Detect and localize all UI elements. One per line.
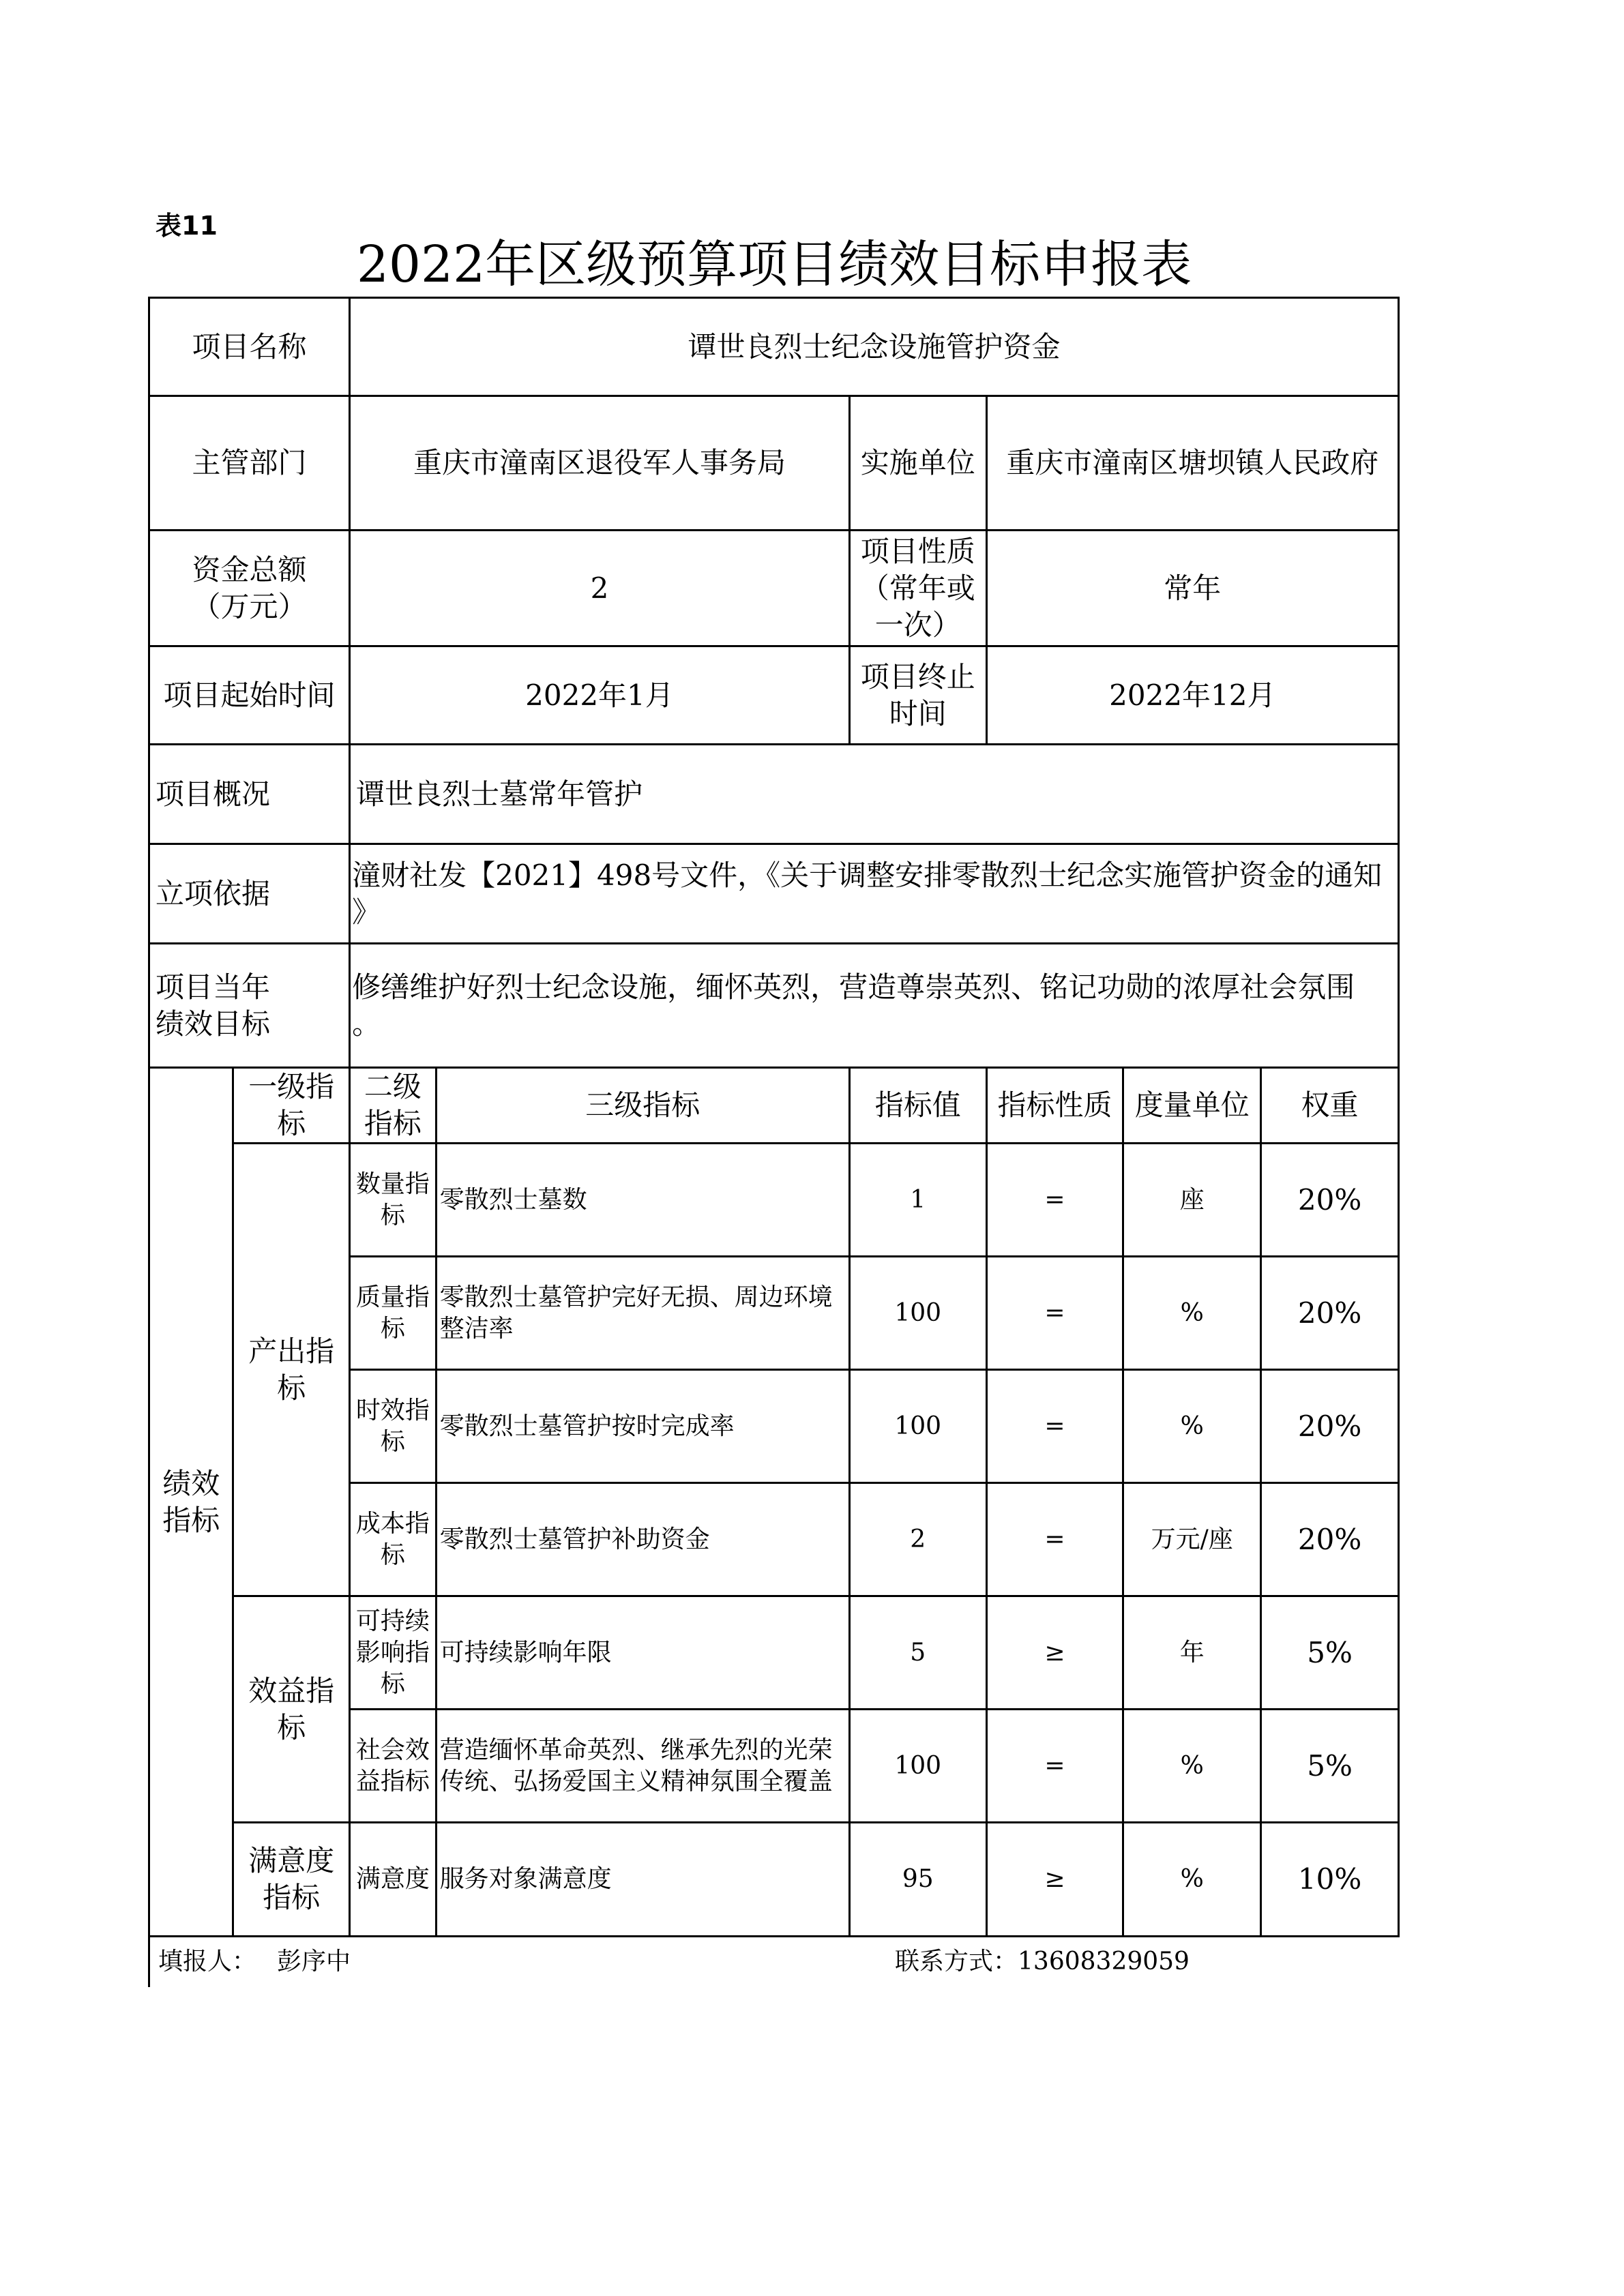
overview-label: 项目概况 — [149, 745, 350, 844]
fund-label — [149, 531, 350, 646]
contact — [895, 1942, 1190, 1977]
weight-cell: 20% — [1261, 1257, 1399, 1370]
table-row — [149, 1144, 1399, 1257]
goal-value — [350, 944, 1399, 1068]
level3-line2: 整洁率 — [439, 1314, 514, 1343]
nature-cell: = — [986, 1257, 1123, 1370]
value-cell: 95 — [849, 1823, 986, 1937]
perf-label-line2: 指标 — [162, 1503, 220, 1537]
weight-cell: 5% — [1261, 1596, 1399, 1710]
goal-label — [149, 944, 350, 1068]
row-project-name — [149, 298, 1399, 396]
basis-label: 立项依据 — [149, 844, 350, 944]
level2-line1: 质量指 — [355, 1283, 430, 1311]
footer — [148, 1933, 1400, 1987]
header-level1-line1: 一级指 — [248, 1070, 335, 1103]
unit-cell: 万元/座 — [1123, 1483, 1261, 1596]
level3-line1: 营造缅怀革命英烈、继承先烈的光荣 — [439, 1735, 833, 1764]
level3-line1: 零散烈士墓管护完好无损、周边环境 — [439, 1283, 833, 1311]
header-weight: 权重 — [1261, 1068, 1399, 1144]
level2-cell: 满意度 — [350, 1823, 436, 1937]
nature-label-line3: 一次） — [874, 608, 961, 642]
project-name-label: 项目名称 — [149, 298, 350, 396]
level2-cell — [350, 1710, 436, 1823]
output-indicator-label — [233, 1144, 350, 1596]
impl-unit-value: 重庆市潼南区塘坝镇人民政府 — [986, 396, 1398, 531]
project-name-value: 谭世良烈士纪念设施管护资金 — [350, 298, 1399, 396]
level3-cell: 零散烈士墓数 — [436, 1144, 849, 1257]
filler-name: 彭序中 — [277, 1948, 351, 1976]
header-value: 指标值 — [849, 1068, 986, 1144]
nature-label-line2: （常年或 — [860, 571, 975, 605]
level2-cell — [350, 1596, 436, 1710]
nature-cell: = — [986, 1370, 1123, 1483]
basis-line2: 》 — [352, 895, 381, 929]
level2-line1: 成本指 — [355, 1509, 430, 1538]
table-row — [149, 1823, 1399, 1937]
goal-line2: 。 — [352, 1007, 381, 1041]
perf-indicator-label — [149, 1068, 233, 1937]
level3-cell: 零散烈士墓管护补助资金 — [436, 1483, 849, 1596]
unit-cell: % — [1123, 1823, 1261, 1937]
nature-cell: = — [986, 1483, 1123, 1596]
header-level2-line2: 指标 — [364, 1107, 422, 1140]
unit-cell: % — [1123, 1257, 1261, 1370]
level2-line2: 影响指 — [355, 1638, 430, 1667]
nature-label-line1: 项目性质 — [860, 534, 975, 568]
value-cell: 100 — [849, 1370, 986, 1483]
row-fund — [149, 531, 1399, 646]
value-cell: 100 — [849, 1710, 986, 1823]
output-label-line2: 标 — [277, 1371, 306, 1405]
unit-cell: % — [1123, 1710, 1261, 1823]
satisfaction-label-line2: 指标 — [263, 1881, 321, 1914]
end-label-line1: 项目终止 — [860, 659, 975, 694]
header-level3: 三级指标 — [436, 1068, 849, 1144]
fund-total-value: 2 — [350, 531, 850, 646]
level2-cell — [350, 1144, 436, 1257]
level3-cell — [436, 1710, 849, 1823]
level2-line2: 标 — [380, 1427, 405, 1456]
level2-line3: 标 — [380, 1669, 405, 1698]
level2-line2: 益指标 — [355, 1767, 430, 1795]
benefit-indicator-label — [233, 1596, 350, 1823]
contact-phone: 13608329059 — [1018, 1948, 1190, 1976]
value-cell: 5 — [849, 1596, 986, 1710]
table-row — [149, 1596, 1399, 1710]
level3-cell — [436, 1257, 849, 1370]
basis-value — [350, 844, 1399, 944]
end-value: 2022年12月 — [986, 646, 1398, 745]
nature-cell: ≥ — [986, 1823, 1123, 1937]
benefit-label-line1: 效益指 — [248, 1673, 335, 1708]
level2-cell — [350, 1483, 436, 1596]
overview-value: 谭世良烈士墓常年管护 — [350, 745, 1399, 844]
impl-unit-label: 实施单位 — [849, 396, 986, 531]
level2-line2: 标 — [380, 1201, 405, 1229]
goal-line1: 修缮维护好烈士纪念设施，缅怀英烈，营造尊崇英烈、铭记功勋的浓厚社会氛围 — [352, 970, 1355, 1004]
header-level2 — [350, 1068, 436, 1144]
row-indicator-header — [149, 1068, 1399, 1144]
performance-target-form — [148, 297, 1400, 1937]
nature-label — [849, 531, 986, 646]
nature-cell: = — [986, 1144, 1123, 1257]
row-overview — [149, 745, 1399, 844]
end-label — [849, 646, 986, 745]
weight-cell: 5% — [1261, 1710, 1399, 1823]
level3-cell: 零散烈士墓管护按时完成率 — [436, 1370, 849, 1483]
satisfaction-label-line1: 满意度 — [248, 1844, 335, 1877]
row-dates — [149, 646, 1399, 745]
page-title: 2022年区级预算项目绩效目标申报表 — [356, 235, 1192, 294]
level2-line1: 可持续 — [355, 1607, 430, 1635]
weight-cell: 10% — [1261, 1823, 1399, 1937]
level3-cell: 服务对象满意度 — [436, 1823, 849, 1937]
level2-line2: 标 — [380, 1314, 405, 1343]
header-level2-line1: 二级 — [364, 1070, 422, 1103]
value-cell: 100 — [849, 1257, 986, 1370]
satisfaction-indicator-label — [233, 1823, 350, 1937]
weight-cell: 20% — [1261, 1370, 1399, 1483]
output-label-line1: 产出指 — [248, 1334, 335, 1368]
level2-line1: 社会效 — [355, 1735, 430, 1764]
row-department — [149, 396, 1399, 531]
value-cell: 1 — [849, 1144, 986, 1257]
level2-line2: 标 — [380, 1540, 405, 1569]
row-basis — [149, 844, 1399, 944]
nature-cell: ≥ — [986, 1596, 1123, 1710]
unit-cell: 座 — [1123, 1144, 1261, 1257]
header-unit: 度量单位 — [1123, 1068, 1261, 1144]
start-value: 2022年1月 — [350, 646, 850, 745]
end-label-line2: 时间 — [889, 696, 947, 730]
level2-line1: 数量指 — [355, 1169, 430, 1198]
basis-line1: 潼财社发【2021】498号文件，《关于调整安排零散烈士纪念实施管护资金的通知 — [352, 858, 1383, 892]
fund-label-line2: （万元） — [192, 589, 307, 623]
department-value: 重庆市潼南区退役军人事务局 — [350, 396, 850, 531]
contact-label: 联系方式： — [895, 1948, 1018, 1976]
header-level1-line2: 标 — [277, 1107, 306, 1140]
weight-cell: 20% — [1261, 1144, 1399, 1257]
goal-label-line1: 项目当年 — [156, 970, 271, 1004]
filler — [158, 1942, 351, 1977]
start-label: 项目起始时间 — [149, 646, 350, 745]
weight-cell: 20% — [1261, 1483, 1399, 1596]
value-cell: 2 — [849, 1483, 986, 1596]
nature-cell: = — [986, 1710, 1123, 1823]
level2-cell — [350, 1370, 436, 1483]
goal-label-line2: 绩效目标 — [156, 1007, 271, 1041]
filler-label: 填报人： — [158, 1948, 257, 1976]
benefit-label-line2: 标 — [277, 1710, 306, 1744]
level3-line2: 传统、弘扬爱国主义精神氛围全覆盖 — [439, 1767, 833, 1795]
fund-label-line1: 资金总额 — [192, 552, 307, 586]
unit-cell: % — [1123, 1370, 1261, 1483]
level2-cell — [350, 1257, 436, 1370]
table-number: 表11 — [156, 211, 218, 241]
nature-value: 常年 — [986, 531, 1398, 646]
header-nature: 指标性质 — [986, 1068, 1123, 1144]
row-goal — [149, 944, 1399, 1068]
level3-cell: 可持续影响年限 — [436, 1596, 849, 1710]
unit-cell: 年 — [1123, 1596, 1261, 1710]
department-label: 主管部门 — [149, 396, 350, 531]
level2-line1: 时效指 — [355, 1396, 430, 1425]
header-level1 — [233, 1068, 350, 1144]
perf-label-line1: 绩效 — [162, 1466, 220, 1500]
